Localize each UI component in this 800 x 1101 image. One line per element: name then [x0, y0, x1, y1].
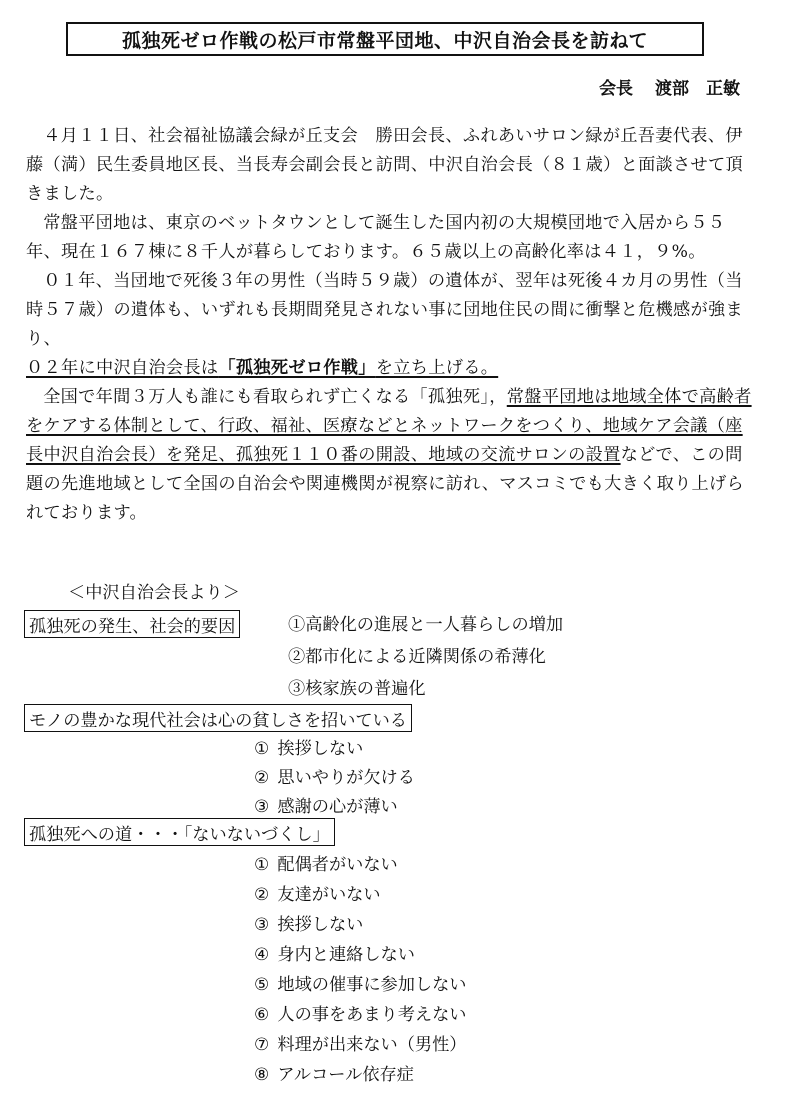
road-item-7: ⑦ 料理が出来ない（男性） — [254, 1035, 467, 1055]
national-pre: 全国で年間３万人も誰にも看取られず亡くなる「孤独死」， — [43, 387, 507, 407]
poverty-item-3: ③ 感謝の心が薄い — [254, 797, 398, 817]
road-item-3: ③ 挨拶しない — [254, 915, 364, 935]
road-item-8: ⑧ アルコール依存症 — [254, 1065, 414, 1085]
cause-item-1: ①高齢化の進展と一人暮らしの増加 — [288, 615, 564, 635]
poverty-item-2: ② 思いやりが欠ける — [254, 768, 415, 788]
paragraph-visit: ４月１１日、社会福祉協議会緑が丘支会 勝田会長、ふれあいサロン緑が丘吾妻代表、伊藤（満）民生委員地区長、当長寿会副会長と訪問、中沢自治会長（８１歳）と面談させて頂きました。 — [26, 126, 743, 204]
article-body — [26, 122, 756, 528]
author-name: 渡部 正敏 — [655, 79, 740, 99]
section-poverty-heading: モノの豊かな現代社会は心の貧しさを招いている — [24, 704, 412, 732]
road-item-1: ① 配偶者がいない — [254, 855, 398, 875]
road-item-4: ④ 身内と連絡しない — [254, 945, 415, 965]
cause-item-2: ②都市化による近隣関係の希薄化 — [288, 647, 546, 667]
poverty-item-1: ① 挨拶しない — [254, 739, 364, 759]
campaign-name: 「孤独死ゼロ作戦」 — [218, 358, 376, 378]
paragraph-national — [26, 383, 756, 528]
author-line — [560, 74, 740, 99]
author-role: 会長 — [599, 79, 633, 99]
road-item-6: ⑥ 人の事をあまり考えない — [254, 1005, 467, 1025]
campaign-pre: ０２年に中沢自治会長は — [26, 358, 219, 378]
cause-item-3: ③核家族の普遍化 — [288, 679, 426, 699]
road-item-5: ⑤ 地域の催事に参加しない — [254, 975, 467, 995]
campaign-post: を立ち上げる。 — [375, 358, 499, 378]
from-chairman-heading: ＜中沢自治会長より＞ — [68, 583, 240, 603]
national-underlined: 常盤平団地は地域全体で高齢者をケアする体制として、行政、福祉、医療などとネットワークをつくり、地域ケア会議（座長中沢自治会長）を発足、孤独死１１０番の開設、地域の交流サロンの設置 — [26, 387, 752, 465]
section-road-heading: 孤独死への道・・・「ないないづくし」 — [24, 818, 335, 846]
document-title: 孤独死ゼロ作戦の松戸市常盤平団地、中沢自治会長を訪ねて — [66, 22, 704, 56]
paragraph-incidents: ０１年、当団地で死後３年の男性（当時５９歳）の遺体が、翌年は死後４カ月の男性（当時５７歳）の遺体も、いずれも長期間発見されない事に団地住民の間に衝撃と危機感が強まり、 — [26, 271, 743, 349]
paragraph-campaign — [26, 354, 756, 383]
section-causes-heading: 孤独死の発生、社会的要因 — [24, 610, 240, 638]
national-post: などで、この問題の先進地域として全国の自治会や関連機関が視察に訪れ、マスコミでも大きく取り上げられております。 — [26, 445, 745, 523]
road-item-2: ② 友達がいない — [254, 885, 381, 905]
paragraph-danchi: 常盤平団地は、東京のベットタウンとして誕生した国内初の大規模団地で入居から５５年、現在１６７棟に８千人が暮らしております。６５歳以上の高齢化率は４１，９%。 — [26, 213, 726, 262]
